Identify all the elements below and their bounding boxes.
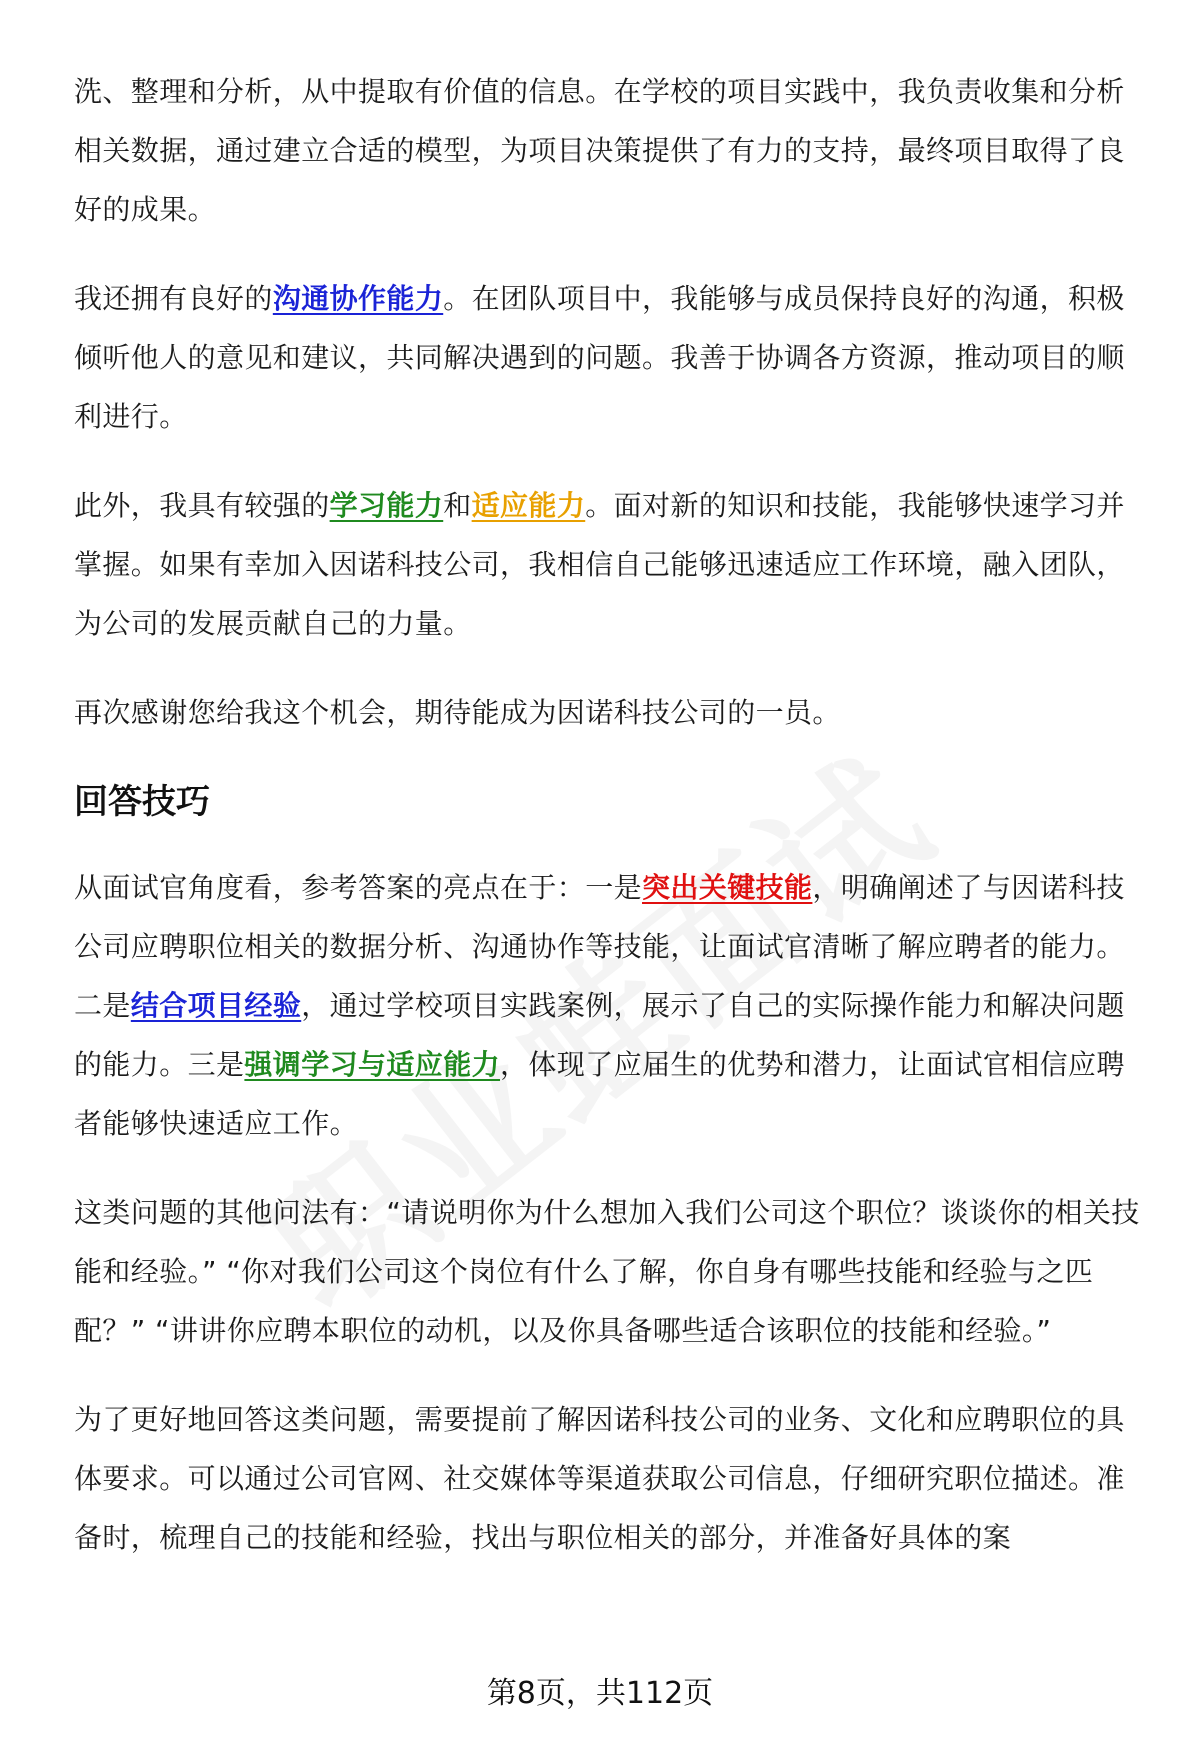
paragraph-tips [74,858,1148,1153]
highlight-adaptation: 适应能力 [471,489,586,522]
highlight-key-skills: 突出关键技能 [642,871,813,904]
paragraph-text: 此外，我具有较强的 [74,489,330,522]
paragraph-alternative-questions [74,1183,1148,1360]
paragraph-communication [74,269,1148,446]
paragraph-text: 再次感谢您给我这个机会，期待能成为因诺科技公司的一员。 [74,696,841,729]
highlight-communication: 沟通协作能力 [272,282,444,315]
paragraph-text: ，通过学校项目实践案例，展示了自己的实际操作能力和解决问题的能力。三是 [74,989,1125,1081]
highlight-learning: 学习能力 [329,489,444,522]
paragraph-text: 。在团队项目中，我能够与成员保持良好的沟通，积极倾听他人的意见和建议，共同解决遇到的问题。我善于协调各方资源，推动项目的顺利进行。 [74,282,1125,433]
paragraph-preparation [74,1390,1148,1567]
paragraph-text: ，体现了应届生的优势和潜力，让面试官相信应聘者能够快速适应工作。 [74,1048,1125,1140]
paragraph-learning [74,476,1148,653]
paragraph-text: 。面对新的知识和技能，我能够快速学习并掌握。如果有幸加入因诺科技公司，我相信自己能够迅速适应工作环境，融入团队，为公司的发展贡献自己的力量。 [74,489,1125,640]
paragraph-thanks [74,683,1148,742]
paragraph-text: 这类问题的其他问法有：“请说明你为什么想加入我们公司这个职位？谈谈你的相关技能和经验。” “你对我们公司这个岗位有什么了解，你自身有哪些技能和经验与之匹配？” “讲讲你应聘本职位的动机，以及你具备哪些适合该职位的技能和经验。” [74,1196,1140,1347]
highlight-learning-adaptation: 强调学习与适应能力 [244,1048,501,1081]
paragraph-text: 和 [443,489,472,522]
page-number-footer: 第8页，共112页 [486,1676,714,1711]
paragraph-data-analysis [74,62,1148,239]
paragraph-text: 洗、整理和分析，从中提取有价值的信息。在学校的项目实践中，我负责收集和分析相关数据，通过建立合适的模型，为项目决策提供了有力的支持，最终项目取得了良好的成果。 [74,75,1125,226]
highlight-project-experience: 结合项目经验 [130,989,302,1022]
document-page [74,62,1148,1597]
paragraph-text: 从面试官角度看，参考答案的亮点在于：一是 [74,871,643,904]
paragraph-text: 为了更好地回答这类问题，需要提前了解因诺科技公司的业务、文化和应聘职位的具体要求。可以通过公司官网、社交媒体等渠道获取公司信息，仔细研究职位描述。准备时，梳理自己的技能和经验，找出与职位相关的部分，并准备好具体的案 [74,1403,1125,1554]
paragraph-text: ，明确阐述了与因诺科技公司应聘职位相关的数据分析、沟通协作等技能，让面试官清晰了解应聘者的能力。二是 [74,871,1125,1022]
section-title: 回答技巧 [74,782,210,822]
paragraph-text: 我还拥有良好的 [74,282,273,315]
